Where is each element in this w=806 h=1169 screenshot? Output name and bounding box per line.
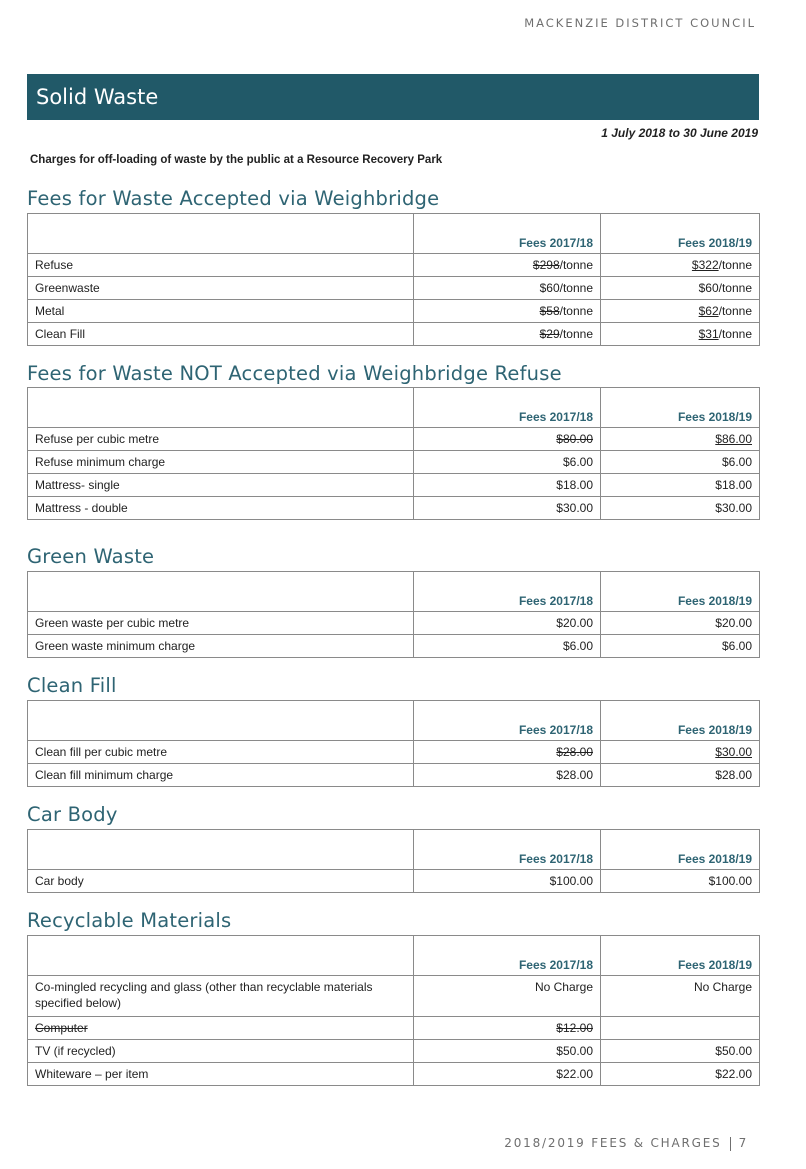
fee-2018: $22.00: [601, 1063, 760, 1086]
column-header-2018: Fees 2018/19: [601, 701, 760, 741]
column-header-2017: Fees 2017/18: [414, 388, 601, 428]
table-row: [28, 635, 760, 658]
fee-2017: [414, 254, 601, 277]
table-header-row: [28, 830, 760, 870]
fee-2018: $30.00: [601, 497, 760, 520]
fee-2017-unit: /tonne: [559, 258, 593, 272]
intro-text: Charges for off-loading of waste by the public at a Resource Recovery Park: [30, 154, 443, 166]
row-label: Refuse per cubic metre: [28, 428, 414, 451]
column-header-2018: Fees 2018/19: [601, 572, 760, 612]
row-label: Metal: [28, 300, 414, 323]
fee-2017: [414, 323, 601, 346]
fee-2017-amount: $29: [539, 327, 560, 341]
row-label: Clean Fill: [28, 323, 414, 346]
fee-2017: $6.00: [414, 635, 601, 658]
row-label: Car body: [28, 870, 414, 893]
table-row: [28, 741, 760, 764]
row-label: Computer: [35, 1021, 88, 1035]
table-header-row: [28, 388, 760, 428]
table-header-row: [28, 572, 760, 612]
fees-table-not-weighbridge: [27, 387, 760, 520]
column-header-2017: Fees 2017/18: [414, 830, 601, 870]
section-title-green-waste: Green Waste: [27, 545, 155, 568]
footer-title: 2018/2019 FEES & CHARGES: [504, 1136, 722, 1150]
table-header-row: [28, 214, 760, 254]
column-header-2017: Fees 2017/18: [414, 701, 601, 741]
table-row: [28, 300, 760, 323]
row-label: Clean fill per cubic metre: [28, 741, 414, 764]
row-label: Greenwaste: [28, 277, 414, 300]
fee-2018-unit: /tonne: [718, 281, 752, 295]
table-row: [28, 277, 760, 300]
table-row: [28, 764, 760, 787]
row-label: Mattress - double: [28, 497, 414, 520]
fee-2018-amount: $60: [698, 281, 719, 295]
period-text: 1 July 2018 to 30 June 2019: [601, 126, 758, 140]
table-row: [28, 451, 760, 474]
row-label: Whiteware – per item: [28, 1063, 414, 1086]
fee-2017-unit: /tonne: [559, 304, 593, 318]
fee-2017: $6.00: [414, 451, 601, 474]
fee-2018-amount: $31: [698, 327, 719, 341]
table-row: [28, 976, 760, 1017]
table-row: [28, 1063, 760, 1086]
fee-2017-amount: $58: [539, 304, 560, 318]
column-header-2017: Fees 2017/18: [414, 936, 601, 976]
council-name: MACKENZIE DISTRICT COUNCIL: [524, 16, 756, 30]
fee-2018: [601, 323, 760, 346]
column-header-2018: Fees 2018/19: [601, 830, 760, 870]
fee-2018: $100.00: [601, 870, 760, 893]
fee-2017-unit: /tonne: [559, 281, 593, 295]
section-title-clean-fill: Clean Fill: [27, 674, 117, 697]
table-header-row: [28, 936, 760, 976]
column-header-2018: Fees 2018/19: [601, 936, 760, 976]
section-title-not-weighbridge: Fees for Waste NOT Accepted via Weighbridge Refuse: [27, 362, 562, 385]
fee-2017: $18.00: [414, 474, 601, 497]
column-header-2018: Fees 2018/19: [601, 388, 760, 428]
row-label: Mattress- single: [28, 474, 414, 497]
table-row: [28, 1040, 760, 1063]
page-footer: [504, 1136, 748, 1151]
row-label: Green waste per cubic metre: [28, 612, 414, 635]
column-header-2018: Fees 2018/19: [601, 214, 760, 254]
fee-2017-amount: $60: [539, 281, 560, 295]
fee-2018: $6.00: [601, 451, 760, 474]
fee-2017: $80.00: [556, 432, 593, 446]
fee-2017: No Charge: [414, 976, 601, 1017]
table-row: [28, 323, 760, 346]
row-label: Co-mingled recycling and glass (other than recyclable materials specified below): [28, 976, 414, 1017]
fee-2018: $86.00: [715, 432, 752, 446]
fee-2017: $28.00: [414, 764, 601, 787]
fee-2017: $100.00: [414, 870, 601, 893]
fee-2017: [414, 277, 601, 300]
fee-2018: [601, 277, 760, 300]
fee-2018-unit: /tonne: [718, 258, 752, 272]
table-row: [28, 428, 760, 451]
fees-table-car-body: [27, 829, 760, 893]
fee-2018: [601, 1017, 760, 1040]
fee-2017: $12.00: [556, 1021, 593, 1035]
footer-divider: [730, 1137, 731, 1151]
fees-table-clean-fill: [27, 700, 760, 787]
fees-table-weighbridge: [27, 213, 760, 346]
row-label: Green waste minimum charge: [28, 635, 414, 658]
table-row: [28, 612, 760, 635]
row-label: Clean fill minimum charge: [28, 764, 414, 787]
table-row: [28, 497, 760, 520]
fee-2017-amount: $298: [532, 258, 560, 272]
fee-2018: No Charge: [601, 976, 760, 1017]
fee-2018: $28.00: [601, 764, 760, 787]
fee-2017: $28.00: [556, 745, 593, 759]
table-header-row: [28, 701, 760, 741]
page-number: 7: [738, 1136, 748, 1150]
fee-2017: $22.00: [414, 1063, 601, 1086]
fee-2018: $50.00: [601, 1040, 760, 1063]
fee-2018: $18.00: [601, 474, 760, 497]
column-header-2017: Fees 2017/18: [414, 572, 601, 612]
fee-2018: $30.00: [715, 745, 752, 759]
row-label: Refuse: [28, 254, 414, 277]
column-header-2017: Fees 2017/18: [414, 214, 601, 254]
fee-2017-unit: /tonne: [559, 327, 593, 341]
fees-table-recyclable: [27, 935, 760, 1086]
table-row: [28, 254, 760, 277]
table-row: [28, 474, 760, 497]
section-title-weighbridge: Fees for Waste Accepted via Weighbridge: [27, 187, 440, 210]
fee-2017: $20.00: [414, 612, 601, 635]
row-label: Refuse minimum charge: [28, 451, 414, 474]
section-title-recyclable: Recyclable Materials: [27, 909, 232, 932]
page-banner: Solid Waste: [27, 74, 759, 120]
fee-2018-unit: /tonne: [718, 327, 752, 341]
fee-2018-amount: $322: [691, 258, 719, 272]
fee-2017: [414, 300, 601, 323]
fee-2018: [601, 254, 760, 277]
fees-table-green-waste: [27, 571, 760, 658]
fee-2018-unit: /tonne: [718, 304, 752, 318]
table-row: [28, 870, 760, 893]
row-label: TV (if recycled): [28, 1040, 414, 1063]
fee-2017: $30.00: [414, 497, 601, 520]
table-row: [28, 1017, 760, 1040]
fee-2018-amount: $62: [698, 304, 719, 318]
fee-2018: $6.00: [601, 635, 760, 658]
fee-2018: $20.00: [601, 612, 760, 635]
fee-2017: $50.00: [414, 1040, 601, 1063]
fee-2018: [601, 300, 760, 323]
section-title-car-body: Car Body: [27, 803, 118, 826]
